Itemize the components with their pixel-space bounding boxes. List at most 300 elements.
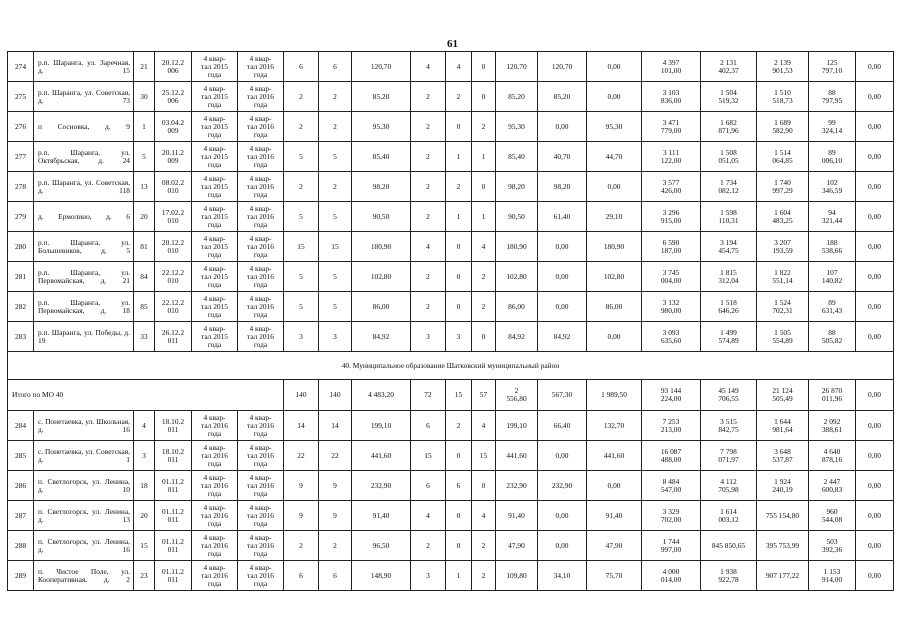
cell-r2: 1 [446,142,472,172]
cell-c6: 0,00 [856,52,894,82]
cell-a: 5 [284,292,319,322]
cell-c6: 0,00 [856,441,894,471]
cell-m1: 180,90 [496,232,538,262]
cell-c2: 3 296 915,00 [642,202,701,232]
cell-n: 274 [8,52,34,82]
cell-c5: 125 797,10 [809,52,856,82]
cell-b: 2 [319,172,352,202]
cell-m1: 120,70 [496,52,538,82]
cell-date: 17.02.2 010 [155,202,192,232]
cell-c1: 1 [134,112,155,142]
total-cell: 26 870 011,96 [809,380,856,411]
cell-r3: 4 [472,501,496,531]
cell-e: 4 квар- тал 2016 года [238,322,284,352]
cell-s: 4 квар- тал 2015 года [192,52,238,82]
cell-r2: 2 [446,82,472,112]
cell-date: 01.11.2 011 [155,561,192,591]
cell-c2: 7 253 213,00 [642,411,701,441]
cell-date: 20.12.2 006 [155,52,192,82]
cell-s: 4 квар- тал 2015 года [192,82,238,112]
total-cell: 140 [319,380,352,411]
cell-m1: 47,90 [496,531,538,561]
cell-c1: 84 [134,262,155,292]
cell-m1: 90,50 [496,202,538,232]
table-body-top [8,52,894,352]
cell-c1: 33 [134,322,155,352]
cell-m3: 75,70 [587,561,642,591]
cell-m1: 102,80 [496,262,538,292]
cell-c1: 81 [134,232,155,262]
cell-addr: д. Ермолино, д. 6 [34,202,134,232]
total-cell: 2 556,80 [496,380,538,411]
cell-r1: 2 [411,262,446,292]
cell-m2: 0,00 [538,501,587,531]
cell-r1: 3 [411,322,446,352]
cell-r3: 4 [472,411,496,441]
total-cell: 93 144 224,00 [642,380,701,411]
cell-c5: 94 321,44 [809,202,856,232]
cell-m2: 0,00 [538,112,587,142]
cell-a: 14 [284,411,319,441]
cell-n: 285 [8,441,34,471]
cell-c2: 4 397 101,00 [642,52,701,82]
total-row [8,380,894,411]
cell-c6: 0,00 [856,82,894,112]
cell-c1: 85 [134,292,155,322]
section-header-row [8,352,894,380]
cell-date: 01.11.2 011 [155,471,192,501]
cell-c5: 2 447 600,83 [809,471,856,501]
cell-e: 4 квар- тал 2016 года [238,202,284,232]
total-cell: 567,30 [538,380,587,411]
cell-c4: 1 822 551,14 [757,262,809,292]
cell-m3: 0,00 [587,172,642,202]
table-row [8,292,894,322]
cell-addr: с. Понетаевка, ул. Советская, д. 1 [34,441,134,471]
cell-area: 90,50 [352,202,411,232]
cell-r1: 4 [411,501,446,531]
cell-area: 84,92 [352,322,411,352]
cell-r2: 4 [446,52,472,82]
cell-r2: 1 [446,202,472,232]
cell-addr: р.п. Шаранга, ул. Заречная, д. 15 [34,52,134,82]
cell-r2: 0 [446,292,472,322]
cell-c3: 1 938 922,78 [701,561,757,591]
cell-area: 85,20 [352,82,411,112]
cell-c3: 3 194 454,75 [701,232,757,262]
total-cell: 57 [472,380,496,411]
cell-addr: р.п. Шаранга, ул. Первомайская, д. 21 [34,262,134,292]
cell-area: 85,40 [352,142,411,172]
total-cell: 1 989,50 [587,380,642,411]
table-body-bottom [8,411,894,591]
cell-c6: 0,00 [856,112,894,142]
cell-r3: 0 [472,471,496,501]
cell-r3: 2 [472,112,496,142]
cell-m3: 441,60 [587,441,642,471]
cell-r2: 2 [446,172,472,202]
cell-r3: 4 [472,232,496,262]
cell-e: 4 квар- тал 2016 года [238,262,284,292]
cell-c2: 3 111 122,00 [642,142,701,172]
cell-s: 4 квар- тал 2015 года [192,142,238,172]
cell-date: 18.10.2 011 [155,441,192,471]
cell-r2: 1 [446,561,472,591]
cell-e: 4 квар- тал 2016 года [238,112,284,142]
cell-r3: 0 [472,322,496,352]
table-row [8,441,894,471]
cell-c1: 5 [134,142,155,172]
cell-addr: р.п. Шаранга, ул. Победы, д. 19 [34,322,134,352]
cell-a: 3 [284,322,319,352]
cell-s: 4 квар- тал 2015 года [192,292,238,322]
cell-e: 4 квар- тал 2016 года [238,52,284,82]
cell-c3: 2 131 402,37 [701,52,757,82]
cell-c2: 3 471 779,00 [642,112,701,142]
cell-c3: 4 112 705,98 [701,471,757,501]
cell-s: 4 квар- тал 2016 года [192,561,238,591]
cell-r3: 2 [472,561,496,591]
table-row [8,411,894,441]
cell-c5: 107 140,82 [809,262,856,292]
cell-c4: 755 154,80 [757,501,809,531]
cell-c3: 1 508 051,05 [701,142,757,172]
cell-r3: 1 [472,202,496,232]
cell-b: 6 [319,561,352,591]
cell-r1: 15 [411,441,446,471]
cell-m2: 120,70 [538,52,587,82]
cell-s: 4 квар- тал 2015 года [192,232,238,262]
cell-r1: 2 [411,112,446,142]
cell-c3: 1 682 871,96 [701,112,757,142]
table-row [8,501,894,531]
cell-a: 2 [284,112,319,142]
cell-c3: 1 518 646,26 [701,292,757,322]
cell-m1: 85,40 [496,142,538,172]
cell-addr: п. Чистое Поле, ул. Кооперативная, д. 2 [34,561,134,591]
cell-c4: 1 740 997,29 [757,172,809,202]
cell-area: 102,80 [352,262,411,292]
cell-c3: 1 734 082,12 [701,172,757,202]
cell-a: 9 [284,501,319,531]
cell-e: 4 квар- тал 2016 года [238,232,284,262]
cell-c3: 1 598 110,31 [701,202,757,232]
cell-c2: 3 103 836,00 [642,82,701,112]
cell-r1: 6 [411,411,446,441]
section-title: 40. Муниципальное образование Шатковский муниципальный район [8,352,894,380]
cell-m2: 66,40 [538,411,587,441]
cell-r1: 3 [411,561,446,591]
cell-c4: 1 510 518,73 [757,82,809,112]
cell-m1: 441,60 [496,441,538,471]
cell-m2: 0,00 [538,531,587,561]
cell-c1: 20 [134,202,155,232]
cell-m3: 47,90 [587,531,642,561]
cell-c2: 8 484 547,00 [642,471,701,501]
cell-c1: 23 [134,561,155,591]
cell-area: 96,50 [352,531,411,561]
cell-n: 279 [8,202,34,232]
total-cell: 45 149 706,55 [701,380,757,411]
cell-r2: 3 [446,322,472,352]
cell-m3: 29,10 [587,202,642,232]
cell-c2: 3 745 004,00 [642,262,701,292]
total-label: Итого по МО 40 [8,380,284,411]
cell-m1: 232,90 [496,471,538,501]
cell-c2: 3 093 635,60 [642,322,701,352]
cell-c5: 2 092 388,61 [809,411,856,441]
cell-c1: 15 [134,531,155,561]
cell-n: 287 [8,501,34,531]
cell-r1: 2 [411,202,446,232]
cell-n: 277 [8,142,34,172]
cell-c4: 1 604 483,25 [757,202,809,232]
cell-a: 2 [284,531,319,561]
cell-e: 4 квар- тал 2016 года [238,292,284,322]
cell-b: 2 [319,82,352,112]
cell-c4: 3 648 537,87 [757,441,809,471]
cell-c6: 0,00 [856,561,894,591]
cell-r1: 4 [411,52,446,82]
cell-n: 282 [8,292,34,322]
cell-c6: 0,00 [856,202,894,232]
cell-n: 276 [8,112,34,142]
cell-m3: 180,90 [587,232,642,262]
cell-e: 4 квар- тал 2016 года [238,142,284,172]
cell-addr: п Сосновка, д. 9 [34,112,134,142]
cell-area: 232,90 [352,471,411,501]
cell-r1: 4 [411,232,446,262]
cell-c2: 3 577 426,00 [642,172,701,202]
cell-addr: р.п. Шаранга, ул. Первомайская, д. 18 [34,292,134,322]
cell-r2: 2 [446,411,472,441]
cell-area: 120,70 [352,52,411,82]
cell-e: 4 квар- тал 2016 года [238,531,284,561]
cell-m2: 98,20 [538,172,587,202]
cell-c3: 3 515 842,75 [701,411,757,441]
cell-r2: 0 [446,501,472,531]
cell-c1: 13 [134,172,155,202]
cell-r2: 0 [446,531,472,561]
cell-e: 4 квар- тал 2016 года [238,561,284,591]
cell-area: 199,10 [352,411,411,441]
cell-c5: 102 346,59 [809,172,856,202]
cell-m3: 102,80 [587,262,642,292]
cell-c6: 0,00 [856,292,894,322]
table-row [8,232,894,262]
total-cell: 4 483,20 [352,380,411,411]
cell-c6: 0,00 [856,232,894,262]
cell-a: 2 [284,172,319,202]
cell-m2: 0,00 [538,441,587,471]
cell-m2: 0,00 [538,292,587,322]
table-row [8,531,894,561]
cell-n: 281 [8,262,34,292]
cell-addr: р.п. Шаранга, ул. Советская, д. 118 [34,172,134,202]
cell-area: 441,60 [352,441,411,471]
cell-m3: 132,70 [587,411,642,441]
page-number: 61 [447,38,458,50]
cell-area: 180,90 [352,232,411,262]
cell-n: 280 [8,232,34,262]
cell-area: 86,00 [352,292,411,322]
cell-m2: 40,70 [538,142,587,172]
cell-a: 2 [284,82,319,112]
cell-a: 5 [284,262,319,292]
cell-e: 4 квар- тал 2016 года [238,441,284,471]
cell-c3: 1 499 574,89 [701,322,757,352]
total-cell: 0,00 [856,380,894,411]
cell-c4: 395 753,99 [757,531,809,561]
cell-c5: 4 640 878,16 [809,441,856,471]
cell-m2: 0,00 [538,262,587,292]
cell-e: 4 квар- тал 2016 года [238,82,284,112]
cell-c2: 16 087 488,00 [642,441,701,471]
table-row [8,561,894,591]
cell-b: 9 [319,501,352,531]
total-cell: 21 124 505,49 [757,380,809,411]
cell-r3: 2 [472,292,496,322]
cell-n: 278 [8,172,34,202]
cell-e: 4 квар- тал 2016 года [238,411,284,441]
cell-m1: 199,10 [496,411,538,441]
cell-c3: 1 815 312,04 [701,262,757,292]
cell-c2: 1 744 997,00 [642,531,701,561]
cell-m3: 0,00 [587,82,642,112]
cell-date: 01.11.2 011 [155,501,192,531]
total-cell: 15 [446,380,472,411]
cell-c4: 1 514 064,85 [757,142,809,172]
cell-s: 4 квар- тал 2016 года [192,441,238,471]
cell-b: 5 [319,262,352,292]
cell-m2: 61,40 [538,202,587,232]
cell-r3: 2 [472,262,496,292]
cell-r3: 15 [472,441,496,471]
cell-date: 22.12.2 010 [155,292,192,322]
cell-addr: с. Понетаевка, ул. Школьная, д. 16 [34,411,134,441]
cell-c1: 21 [134,52,155,82]
cell-c3: 7 798 071,97 [701,441,757,471]
cell-r3: 0 [472,82,496,112]
cell-c6: 0,00 [856,531,894,561]
total-cell: 140 [284,380,319,411]
cell-m2: 84,92 [538,322,587,352]
cell-c4: 1 524 702,31 [757,292,809,322]
cell-c6: 0,00 [856,471,894,501]
cell-r1: 2 [411,172,446,202]
cell-n: 275 [8,82,34,112]
cell-r2: 6 [446,471,472,501]
cell-a: 15 [284,232,319,262]
cell-c4: 3 207 193,59 [757,232,809,262]
cell-c1: 20 [134,501,155,531]
cell-m3: 91,40 [587,501,642,531]
cell-s: 4 квар- тал 2016 года [192,471,238,501]
cell-c4: 907 177,22 [757,561,809,591]
cell-c2: 3 329 702,00 [642,501,701,531]
cell-r1: 2 [411,531,446,561]
cell-a: 6 [284,52,319,82]
cell-c6: 0,00 [856,142,894,172]
cell-n: 284 [8,411,34,441]
cell-c6: 0,00 [856,322,894,352]
cell-e: 4 квар- тал 2016 года [238,501,284,531]
table-row [8,142,894,172]
cell-c5: 960 544,08 [809,501,856,531]
cell-r1: 6 [411,471,446,501]
cell-m3: 0,00 [587,52,642,82]
cell-e: 4 квар- тал 2016 года [238,172,284,202]
cell-m1: 91,40 [496,501,538,531]
cell-m3: 0,00 [587,322,642,352]
cell-b: 9 [319,471,352,501]
cell-a: 9 [284,471,319,501]
cell-addr: р.п. Шаранга, ул. Октябрьская, д. 24 [34,142,134,172]
cell-s: 4 квар- тал 2016 года [192,531,238,561]
cell-r1: 2 [411,142,446,172]
cell-c1: 3 [134,441,155,471]
cell-area: 148,90 [352,561,411,591]
cell-m1: 95,30 [496,112,538,142]
cell-s: 4 квар- тал 2015 года [192,322,238,352]
cell-c3: 1 504 519,32 [701,82,757,112]
cell-area: 95,30 [352,112,411,142]
cell-s: 4 квар- тал 2015 года [192,172,238,202]
cell-r3: 0 [472,52,496,82]
cell-b: 6 [319,52,352,82]
cell-r2: 0 [446,232,472,262]
cell-date: 25.12.2 006 [155,82,192,112]
cell-c4: 1 644 981,64 [757,411,809,441]
cell-a: 22 [284,441,319,471]
cell-c4: 2 139 901,53 [757,52,809,82]
table-row [8,52,894,82]
cell-date: 22.12.2 010 [155,262,192,292]
cell-date: 26.12.2 011 [155,322,192,352]
cell-date: 03.04.2 009 [155,112,192,142]
cell-c6: 0,00 [856,172,894,202]
cell-n: 289 [8,561,34,591]
cell-b: 5 [319,292,352,322]
cell-addr: р.п. Шаранга, ул. Большевиков, д. 5 [34,232,134,262]
cell-a: 5 [284,202,319,232]
cell-c5: 188 538,66 [809,232,856,262]
cell-b: 5 [319,142,352,172]
cell-c3: 1 614 003,12 [701,501,757,531]
table-row [8,262,894,292]
cell-c5: 99 324,14 [809,112,856,142]
cell-addr: п. Светлогорск, ул. Ленина, д. 13 [34,501,134,531]
cell-c1: 30 [134,82,155,112]
cell-s: 4 квар- тал 2016 года [192,501,238,531]
cell-m3: 44,70 [587,142,642,172]
cell-c4: 1 505 554,89 [757,322,809,352]
cell-c3: 845 850,65 [701,531,757,561]
cell-r3: 2 [472,531,496,561]
cell-c1: 18 [134,471,155,501]
cell-c2: 3 132 980,00 [642,292,701,322]
cell-e: 4 квар- тал 2016 года [238,471,284,501]
table-row [8,471,894,501]
cell-n: 286 [8,471,34,501]
cell-date: 01.11.2 011 [155,531,192,561]
cell-c5: 88 797,95 [809,82,856,112]
cell-m1: 84,92 [496,322,538,352]
cell-m3: 95,30 [587,112,642,142]
cell-addr: р.п. Шаранга, ул. Советская, д. 73 [34,82,134,112]
cell-a: 5 [284,142,319,172]
cell-r1: 2 [411,292,446,322]
